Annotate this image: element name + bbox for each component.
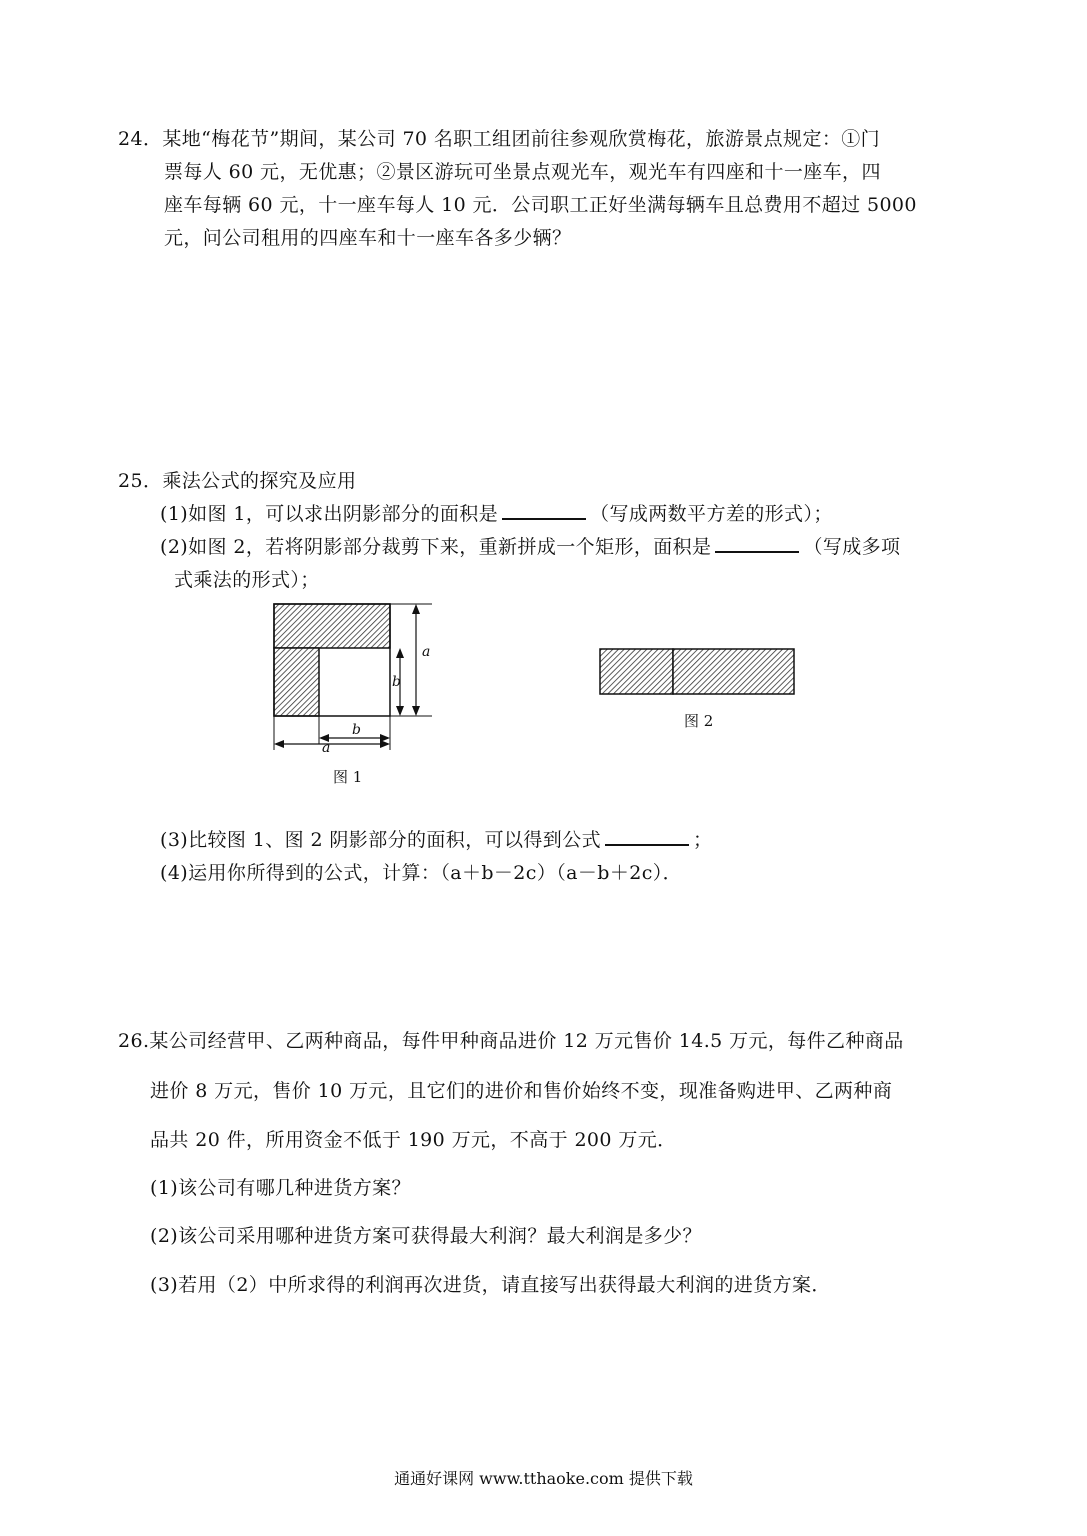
q25-part-1 — [160, 499, 833, 526]
q25-part-3-text: (3)比较图 1、图 2 阴影部分的面积，可以得到公式 — [160, 829, 602, 851]
q25-part-2 — [160, 532, 900, 559]
q25-part-3-end: ； — [693, 829, 713, 851]
q25-part-4: (4)运用你所得到的公式，计算：（a＋b－2c）（a－b＋2c）． — [160, 862, 683, 884]
fig1-label-a-bottom: a — [322, 740, 331, 756]
fig1-caption: 图 1 — [333, 768, 363, 786]
answer-blank-1[interactable] — [502, 500, 586, 520]
q24-line-1: 24．某地“梅花节”期间，某公司 70 名职工组团前往参观欣赏梅花，旅游景点规定：①门 — [118, 128, 881, 150]
fig2-caption: 图 2 — [684, 712, 714, 730]
q25-part-1-text: (1)如图 1，可以求出阴影部分的面积是 — [160, 503, 499, 525]
q25-part-2-note: （写成多项 — [803, 536, 901, 558]
figure-2 — [594, 644, 800, 700]
answer-blank-3[interactable] — [605, 826, 689, 846]
q26-line-2: 进价 8 万元，售价 10 万元，且它们的进价和售价始终不变，现准备购进甲、乙两种商 — [150, 1080, 893, 1102]
q25-title: 25．乘法公式的探究及应用 — [118, 470, 357, 492]
fig1-label-b-bottom: b — [352, 722, 361, 738]
q25-part-2-text: (2)如图 2，若将阴影部分裁剪下来，重新拼成一个矩形，面积是 — [160, 536, 712, 558]
q25-part-1-note: （写成两数平方差的形式）； — [590, 503, 833, 525]
q26-line-1: 26.某公司经营甲、乙两种商品，每件甲种商品进价 12 万元售价 14.5 万元，每件乙种商品 — [118, 1030, 904, 1052]
q26-part-2: (2)该公司采用哪种进货方案可获得最大利润？最大利润是多少？ — [150, 1225, 702, 1247]
q24-line-4: 元，问公司租用的四座车和十一座车各多少辆？ — [164, 227, 572, 249]
fig2-right-shaded — [673, 649, 794, 694]
page-footer: 通通好课网 www.tthaoke.com 提供下载 — [394, 1469, 693, 1488]
q24-line-3: 座车每辆 60 元，十一座车每人 10 元．公司职工正好坐满每辆车且总费用不超过 5000 — [164, 194, 917, 216]
q26-part-3: (3)若用（2）中所求得的利润再次进货，请直接写出获得最大利润的进货方案． — [150, 1274, 831, 1296]
q26-line-3: 品共 20 件，所用资金不低于 190 万元，不高于 200 万元． — [150, 1129, 677, 1151]
answer-blank-2[interactable] — [715, 533, 799, 553]
q25-part-3 — [160, 825, 712, 852]
fig1-label-b-side: b — [392, 674, 401, 690]
fig1-label-a-right: a — [422, 644, 431, 660]
q25-part-2-cont: 式乘法的形式）； — [174, 569, 320, 591]
q26-part-1: (1)该公司有哪几种进货方案？ — [150, 1177, 411, 1199]
fig1-left-shaded — [274, 648, 319, 716]
fig1-top-shaded — [274, 604, 390, 648]
fig2-left-shaded — [600, 649, 673, 694]
q24-line-2: 票每人 60 元，无优惠；②景区游玩可坐景点观光车，观光车有四座和十一座车，四 — [164, 161, 881, 183]
figure-1 — [260, 594, 440, 794]
